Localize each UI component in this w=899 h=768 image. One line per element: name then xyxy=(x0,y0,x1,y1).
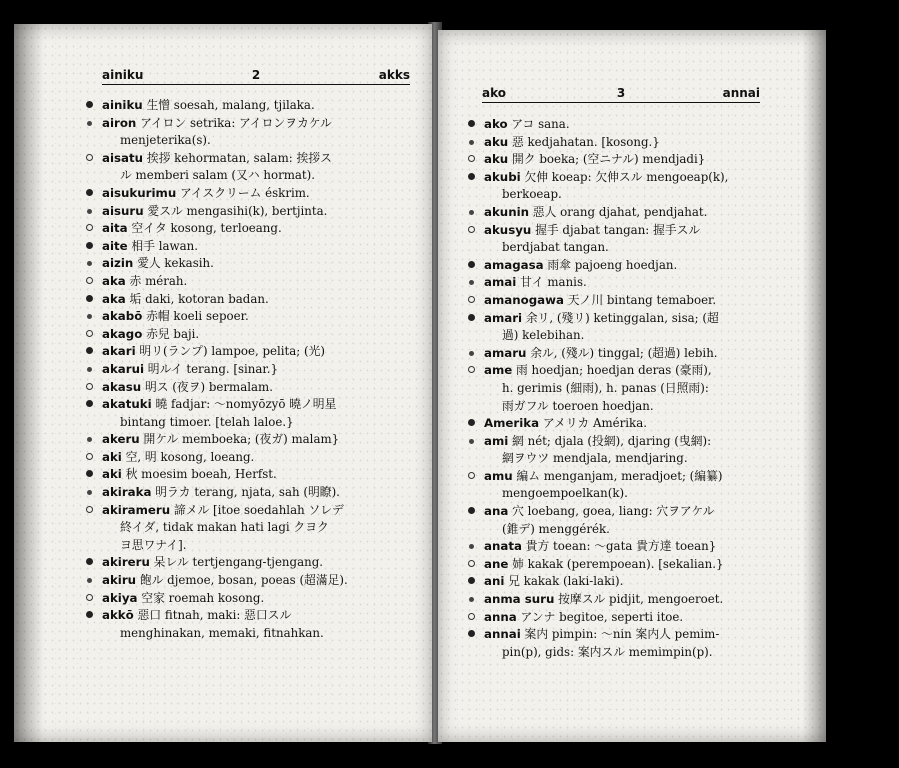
entry-definition: 秋 moesim boeah, Herfst. xyxy=(125,467,277,482)
dictionary-entry xyxy=(102,97,402,115)
margin-mark xyxy=(86,506,93,513)
entry-headword: ame xyxy=(484,363,513,378)
entry-headword: akunin xyxy=(484,204,530,219)
dictionary-entry xyxy=(102,273,402,291)
entry-definition: 惡 kedjahatan. [kosong.} xyxy=(511,134,660,149)
dictionary-entry xyxy=(102,150,402,185)
entry-headword: anma suru xyxy=(484,592,555,607)
entry-headword: akubi xyxy=(484,169,521,184)
dictionary-entry xyxy=(102,590,402,608)
entry-continuation: 過) kelebihan. xyxy=(502,328,585,343)
dictionary-entry xyxy=(484,362,774,415)
entry-headword: airon xyxy=(102,115,137,130)
dictionary-entry xyxy=(484,556,774,574)
entry-headword: aizin xyxy=(102,256,134,271)
entry-definition: アンナ begitoe, seperti itoe. xyxy=(520,609,684,624)
entry-definition: 曉 fadjar: ～nomyōzyō 曉ノ明星 xyxy=(155,397,337,412)
entry-headword: ane xyxy=(484,556,509,571)
dictionary-entry xyxy=(484,169,774,204)
entry-headword: aka xyxy=(102,291,126,306)
entry-definition: アコ sana. xyxy=(511,117,570,131)
entry-definition: 挨拶 kehormatan, salam: 挨拶ス xyxy=(146,150,332,165)
entry-headword: akarui xyxy=(102,361,145,376)
dictionary-entry xyxy=(484,591,774,609)
page-number: 3 xyxy=(616,86,626,100)
entry-headword: akabō xyxy=(102,309,143,324)
entry-headword: amari xyxy=(484,310,523,325)
dictionary-entry xyxy=(484,274,774,292)
entry-definition: アイスクリーム éskrim. xyxy=(179,185,310,200)
entry-headword: annai xyxy=(484,627,521,642)
entry-definition: 明リ(ランプ) lampoe, pelita; (光) xyxy=(139,344,326,359)
dictionary-entry xyxy=(102,484,402,502)
entry-headword: amai xyxy=(484,275,517,290)
right-page xyxy=(438,30,826,742)
entry-definition: 余リ, (殘リ) ketinggalan, sisa; (超 xyxy=(525,310,719,325)
dictionary-entry xyxy=(102,255,402,273)
entry-definition: 開ク boeka; (空ニナル) mendjadi} xyxy=(511,152,706,167)
dictionary-entry xyxy=(102,343,402,361)
margin-mark xyxy=(86,101,93,108)
entry-headword: akiraka xyxy=(102,485,152,500)
entry-headword: Amerika xyxy=(484,416,540,431)
dictionary-entry xyxy=(484,116,774,134)
margin-mark xyxy=(86,295,93,302)
dictionary-entry xyxy=(102,238,402,256)
margin-mark xyxy=(86,383,93,390)
margin-mark xyxy=(86,242,93,249)
margin-mark xyxy=(86,154,93,161)
entry-continuation: (錐デ) menggérék. xyxy=(502,521,610,536)
entry-headword: ainiku xyxy=(102,98,143,112)
entry-definition: 雨 hoedjan; hoedjan deras (豪雨), xyxy=(516,363,712,378)
margin-mark xyxy=(468,173,475,180)
entry-definition: 兄 kakak (laki-laki). xyxy=(508,574,624,589)
entry-headword: ani xyxy=(484,574,505,589)
entry-continuation: ヨ思ワナイ]. xyxy=(120,537,187,552)
dictionary-entry xyxy=(484,433,774,468)
entry-headword: aite xyxy=(102,238,128,253)
entry-headword: akasu xyxy=(102,379,142,394)
entry-headword: aisatu xyxy=(102,150,144,165)
entry-definition: 余ル, (殘ル) tinggal; (超過) lebih. xyxy=(530,345,718,360)
dictionary-entry xyxy=(102,572,402,590)
dictionary-entry xyxy=(102,431,402,449)
dictionary-entry xyxy=(484,204,774,222)
dictionary-entry xyxy=(102,203,402,221)
running-head-right xyxy=(482,82,760,103)
entry-headword: akatuki xyxy=(102,397,152,412)
margin-mark xyxy=(469,439,474,444)
entry-definition: 空家 roemah kosong. xyxy=(141,590,265,605)
left-page xyxy=(14,24,432,742)
margin-mark xyxy=(87,121,92,126)
entry-headword: akirameru xyxy=(102,502,171,517)
margin-mark xyxy=(468,296,475,303)
dictionary-entry xyxy=(484,573,774,591)
entry-list-right xyxy=(484,116,774,661)
guide-word-last: annai xyxy=(722,86,760,100)
dictionary-entry xyxy=(484,310,774,345)
entry-continuation: 網ヲウツ mendjala, mendjaring. xyxy=(502,451,688,466)
margin-mark xyxy=(86,594,93,601)
entry-definition: 呆レル tertjengang-tjengang. xyxy=(153,555,324,570)
dictionary-entry xyxy=(484,609,774,627)
entry-continuation: h. gerimis (細雨), h. panas (日照雨): xyxy=(502,380,709,395)
entry-definition: 明ス (夜ヲ) bermalam. xyxy=(144,379,273,394)
entry-definition: 生憎 soesah, malang, tjilaka. xyxy=(146,98,315,112)
entry-headword: akari xyxy=(102,344,136,359)
entry-definition: 編ム menganjam, meradjoet; (編纂) xyxy=(516,468,723,483)
margin-mark xyxy=(87,367,92,372)
entry-definition: 姉 kakak (perempoean). [sekalian.} xyxy=(512,556,724,571)
entry-definition: 案内 pimpin: ～nin 案内人 pemim- xyxy=(524,627,720,642)
margin-mark xyxy=(468,261,475,268)
entry-continuation: menjeterika(s). xyxy=(120,133,211,148)
entry-headword: akago xyxy=(102,326,143,341)
entry-headword: aka xyxy=(102,273,126,288)
page-edge-shadow xyxy=(802,30,826,742)
entry-definition: 赤兒 baji. xyxy=(146,326,200,341)
entry-headword: aisuru xyxy=(102,203,144,218)
entry-headword: aisukurimu xyxy=(102,185,177,200)
dictionary-entry xyxy=(484,538,774,556)
entry-headword: amanogawa xyxy=(484,292,564,307)
entry-continuation: ル memberi salam (又ハ hormat). xyxy=(120,168,316,183)
margin-mark xyxy=(86,189,93,196)
dictionary-entry xyxy=(484,503,774,538)
margin-mark xyxy=(468,472,475,479)
dictionary-entry xyxy=(484,134,774,152)
entry-headword: amagasa xyxy=(484,257,544,272)
entry-headword: anata xyxy=(484,539,522,554)
entry-headword: amu xyxy=(484,468,513,483)
dictionary-entry xyxy=(102,607,402,642)
entry-definition: 惡口 fitnah, maki: 惡口スル xyxy=(137,608,292,623)
margin-mark xyxy=(86,453,93,460)
dictionary-entry xyxy=(102,379,402,397)
guide-word-last: akks xyxy=(378,68,410,82)
margin-mark xyxy=(469,140,474,145)
entry-definition: 天ノ川 bintang temaboer. xyxy=(567,292,717,307)
entry-headword: aita xyxy=(102,221,128,236)
entry-continuation: bintang timoer. [telah laloe.} xyxy=(120,414,294,429)
margin-mark xyxy=(86,330,93,337)
entry-continuation: berdjabat tangan. xyxy=(502,240,609,255)
entry-continuation: berkoeap. xyxy=(502,187,562,202)
dictionary-entry xyxy=(484,415,774,433)
margin-mark xyxy=(468,613,475,620)
entry-definition: 相手 lawan. xyxy=(131,238,199,253)
dictionary-entry xyxy=(484,468,774,503)
entry-definition: 明ルイ terang. [sinar.} xyxy=(147,361,279,376)
entry-definition: 貴方 toean: ～gata 貴方達 toean} xyxy=(525,539,717,554)
entry-headword: akiya xyxy=(102,590,138,605)
dictionary-entry xyxy=(484,257,774,275)
dictionary-entry xyxy=(484,222,774,257)
dictionary-entry xyxy=(484,345,774,363)
dictionary-entry xyxy=(102,466,402,484)
entry-definition: 按摩スル pidjit, mengoeroet. xyxy=(558,592,724,607)
margin-mark xyxy=(87,209,92,214)
entry-definition: アイロン setrika: アイロンヲカケル xyxy=(140,115,332,130)
entry-headword: akeru xyxy=(102,432,140,447)
margin-mark xyxy=(87,578,92,583)
margin-mark xyxy=(469,210,474,215)
entry-headword: aku xyxy=(484,152,509,167)
entry-headword: aku xyxy=(484,134,509,149)
entry-definition: 明ラカ terang, njata, sah (明瞭). xyxy=(155,485,340,500)
entry-definition: 惡人 orang djahat, pendjahat. xyxy=(532,204,708,219)
entry-headword: anna xyxy=(484,609,517,624)
dictionary-entry xyxy=(102,220,402,238)
dictionary-entry xyxy=(102,291,402,309)
entry-definition: 飽ル djemoe, bosan, poeas (超滿足). xyxy=(139,573,348,588)
margin-mark xyxy=(468,507,475,514)
dictionary-entry xyxy=(102,115,402,150)
entry-definition: 空イタ kosong, terloeang. xyxy=(131,221,282,236)
entry-definition: 甘イ manis. xyxy=(520,275,587,290)
entry-definition: 愛人 kekasih. xyxy=(137,256,214,271)
guide-word-first: ako xyxy=(482,86,506,100)
entry-continuation: pin(p), gids: 案内スル memimpin(p). xyxy=(502,644,713,659)
entry-headword: amaru xyxy=(484,345,527,360)
dictionary-entry xyxy=(102,326,402,344)
dictionary-entry xyxy=(484,151,774,169)
margin-mark xyxy=(468,560,475,567)
dictionary-entry xyxy=(102,502,402,555)
entry-definition: 空, 明 kosong, loeang. xyxy=(125,449,255,464)
entry-headword: ami xyxy=(484,433,509,448)
entry-headword: akireru xyxy=(102,555,150,570)
entry-definition: 開ケル memboeka; (夜ガ) malam} xyxy=(143,432,340,447)
entry-headword: ako xyxy=(484,117,508,131)
entry-headword: aki xyxy=(102,467,122,482)
margin-mark xyxy=(86,277,93,284)
margin-mark xyxy=(469,351,474,356)
entry-list-left xyxy=(102,97,402,642)
entry-definition: 諦メル [itoe soedahlah ソレデ xyxy=(173,502,344,517)
entry-definition: アメリカ Amérika. xyxy=(542,416,647,431)
entry-definition: 赤 mérah. xyxy=(129,273,188,288)
entry-definition: 欠伸 koeap: 欠伸スル mengoeap(k), xyxy=(524,169,729,184)
entry-headword: akkō xyxy=(102,608,134,623)
dictionary-entry xyxy=(484,292,774,310)
entry-definition: 垢 daki, kotoran badan. xyxy=(129,291,269,306)
margin-mark xyxy=(469,597,474,602)
page-number: 2 xyxy=(251,68,261,82)
entry-headword: akusyu xyxy=(484,222,532,237)
entry-continuation: 終イダ, tidak makan hati lagi クヨク xyxy=(120,520,329,535)
entry-definition: 愛スル mengasihi(k), bertjinta. xyxy=(147,203,328,218)
guide-word-first: ainiku xyxy=(102,68,144,82)
dictionary-entry xyxy=(484,626,774,661)
dictionary-entry xyxy=(102,361,402,379)
entry-definition: 握手 djabat tangan: 握手スル xyxy=(535,222,701,237)
dictionary-entry xyxy=(102,554,402,572)
entry-definition: 赤帽 koeli sepoer. xyxy=(146,309,249,324)
running-head-left xyxy=(102,64,410,85)
entry-definition: 網 nét; djala (投網), djaring (曳網): xyxy=(512,433,712,448)
dictionary-entry xyxy=(102,185,402,203)
margin-mark xyxy=(468,314,475,321)
dictionary-entry xyxy=(102,396,402,431)
entry-headword: akiru xyxy=(102,573,137,588)
page-edge-shadow xyxy=(14,24,44,742)
entry-definition: 穴 loebang, goea, liang: 穴ヲアケル xyxy=(512,504,715,519)
dictionary-entry xyxy=(102,449,402,467)
margin-mark xyxy=(468,120,475,127)
dictionary-entry xyxy=(102,308,402,326)
entry-headword: aki xyxy=(102,449,122,464)
entry-continuation: mengoempoelkan(k). xyxy=(502,486,628,501)
entry-continuation: menghinakan, memaki, fitnahkan. xyxy=(120,625,324,640)
entry-continuation: 雨ガフル toeroen hoedjan. xyxy=(502,398,654,413)
entry-definition: 雨傘 pajoeng hoedjan. xyxy=(547,257,678,272)
margin-mark xyxy=(468,226,475,233)
entry-headword: ana xyxy=(484,504,509,519)
